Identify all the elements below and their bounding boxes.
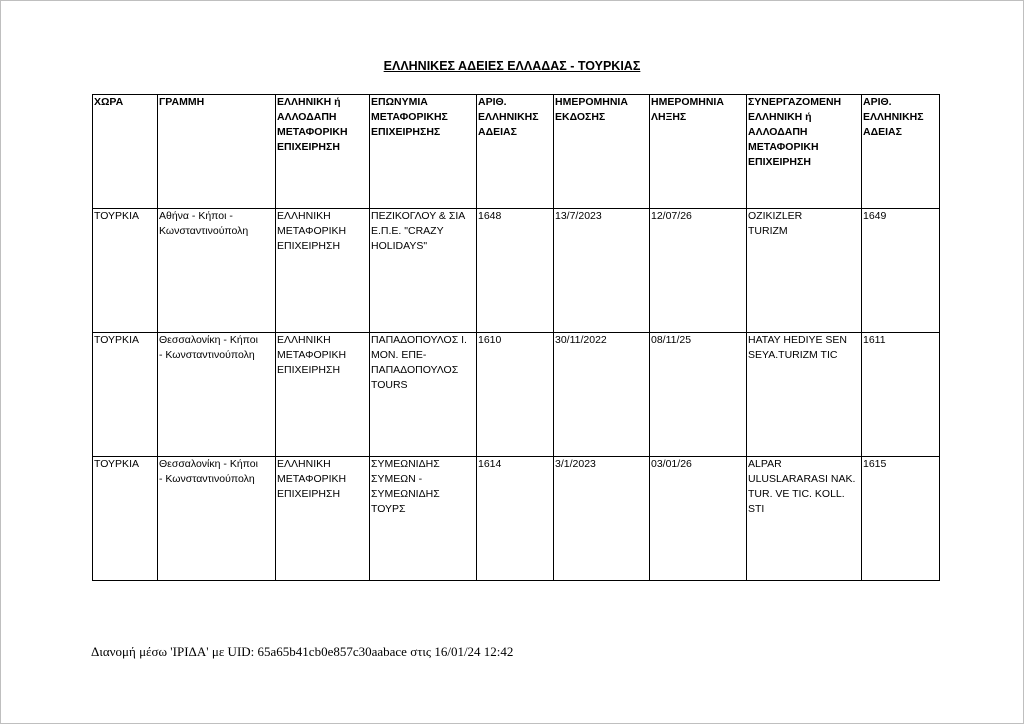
header-line: ΓΡΑΜΜΗ: [158, 95, 276, 209]
header-permit-number: ΑΡΙΘ. ΕΛΛΗΝΙΚΗΣ ΑΔΕΙΑΣ: [477, 95, 554, 209]
header-issue-date: ΗΜΕΡΟΜΗΝΙΑ ΕΚΔΟΣΗΣ: [554, 95, 650, 209]
cell-country: ΤΟΥΡΚΙΑ: [93, 209, 158, 333]
cell-company-type: ΕΛΛΗΝΙΚΗ ΜΕΤΑΦΟΡΙΚΗ ΕΠΙΧΕΙΡΗΣΗ: [276, 457, 370, 581]
cell-company-name: ΠΑΠΑΔΟΠΟΥΛΟΣ Ι. ΜΟΝ. ΕΠΕ- ΠΑΠΑΔΟΠΟΥΛΟΣ TOURS: [370, 333, 477, 457]
cell-permit-number: 1614: [477, 457, 554, 581]
cell-issue-date: 3/1/2023: [554, 457, 650, 581]
cell-partner-company: OZIKIZLER TURIZM: [747, 209, 862, 333]
cell-issue-date: 13/7/2023: [554, 209, 650, 333]
header-company-name: ΕΠΩΝΥΜΙΑ ΜΕΤΑΦΟΡΙΚΗΣ ΕΠΙΧΕΙΡΗΣΗΣ: [370, 95, 477, 209]
cell-permit-number: 1610: [477, 333, 554, 457]
cell-expiry-date: 03/01/26: [650, 457, 747, 581]
cell-expiry-date: 12/07/26: [650, 209, 747, 333]
table-row: [93, 333, 940, 457]
cell-partner-permit-number: 1649: [862, 209, 940, 333]
cell-partner-company: ALPAR ULUSLARARASI NAK. TUR. VE TIC. KOLL. STI: [747, 457, 862, 581]
cell-company-type: ΕΛΛΗΝΙΚΗ ΜΕΤΑΦΟΡΙΚΗ ΕΠΙΧΕΙΡΗΣΗ: [276, 209, 370, 333]
cell-partner-company: HATAY HEDIYE SEN SEYA.TURIZM TIC: [747, 333, 862, 457]
cell-expiry-date: 08/11/25: [650, 333, 747, 457]
header-company-type: ΕΛΛΗΝΙΚΗ ή ΑΛΛΟΔΑΠΗ ΜΕΤΑΦΟΡΙΚΗ ΕΠΙΧΕΙΡΗΣΗ: [276, 95, 370, 209]
cell-country: ΤΟΥΡΚΙΑ: [93, 333, 158, 457]
distribution-footer: Διανομή μέσω 'ΙΡΙΔΑ' με UID: 65a65b41cb0e857c30aabace στις 16/01/24 12:42: [91, 644, 514, 659]
cell-line: Αθήνα - Κήποι - Κωνσταντινούπολη: [158, 209, 276, 333]
document-title: ΕΛΛΗΝΙΚΕΣ ΑΔΕΙΕΣ ΕΛΛΑΔΑΣ - ΤΟΥΡΚΙΑΣ: [383, 59, 641, 73]
cell-company-name: ΠΕΖΙΚΟΓΛΟΥ & ΣΙΑ Ε.Π.Ε. "CRAZY HOLIDAYS": [370, 209, 477, 333]
cell-issue-date: 30/11/2022: [554, 333, 650, 457]
table-row: [93, 457, 940, 581]
cell-company-name: ΣΥΜΕΩΝΙΔΗΣ ΣΥΜΕΩΝ - ΣΥΜΕΩΝΙΔΗΣ ΤΟΥΡΣ: [370, 457, 477, 581]
header-partner-permit-number: ΑΡΙΘ. ΕΛΛΗΝΙΚΗΣ ΑΔΕΙΑΣ: [862, 95, 940, 209]
header-partner-company: ΣΥΝΕΡΓΑΖΟΜΕΝΗ ΕΛΛΗΝΙΚΗ ή ΑΛΛΟΔΑΠΗ ΜΕΤΑΦΟΡΙΚΗ ΕΠΙΧΕΙΡΗΣΗ: [747, 95, 862, 209]
cell-line: Θεσσαλονίκη - Κήποι - Κωνσταντινούπολη: [158, 333, 276, 457]
header-expiry-date: ΗΜΕΡΟΜΗΝΙΑ ΛΗΞΗΣ: [650, 95, 747, 209]
cell-partner-permit-number: 1615: [862, 457, 940, 581]
table-header-row: [93, 95, 940, 209]
header-country: ΧΩΡΑ: [93, 95, 158, 209]
cell-permit-number: 1648: [477, 209, 554, 333]
cell-country: ΤΟΥΡΚΙΑ: [93, 457, 158, 581]
cell-line: Θεσσαλονίκη - Κήποι - Κωνσταντινούπολη: [158, 457, 276, 581]
cell-partner-permit-number: 1611: [862, 333, 940, 457]
table-row: [93, 209, 940, 333]
permits-table: [92, 94, 940, 581]
cell-company-type: ΕΛΛΗΝΙΚΗ ΜΕΤΑΦΟΡΙΚΗ ΕΠΙΧΕΙΡΗΣΗ: [276, 333, 370, 457]
